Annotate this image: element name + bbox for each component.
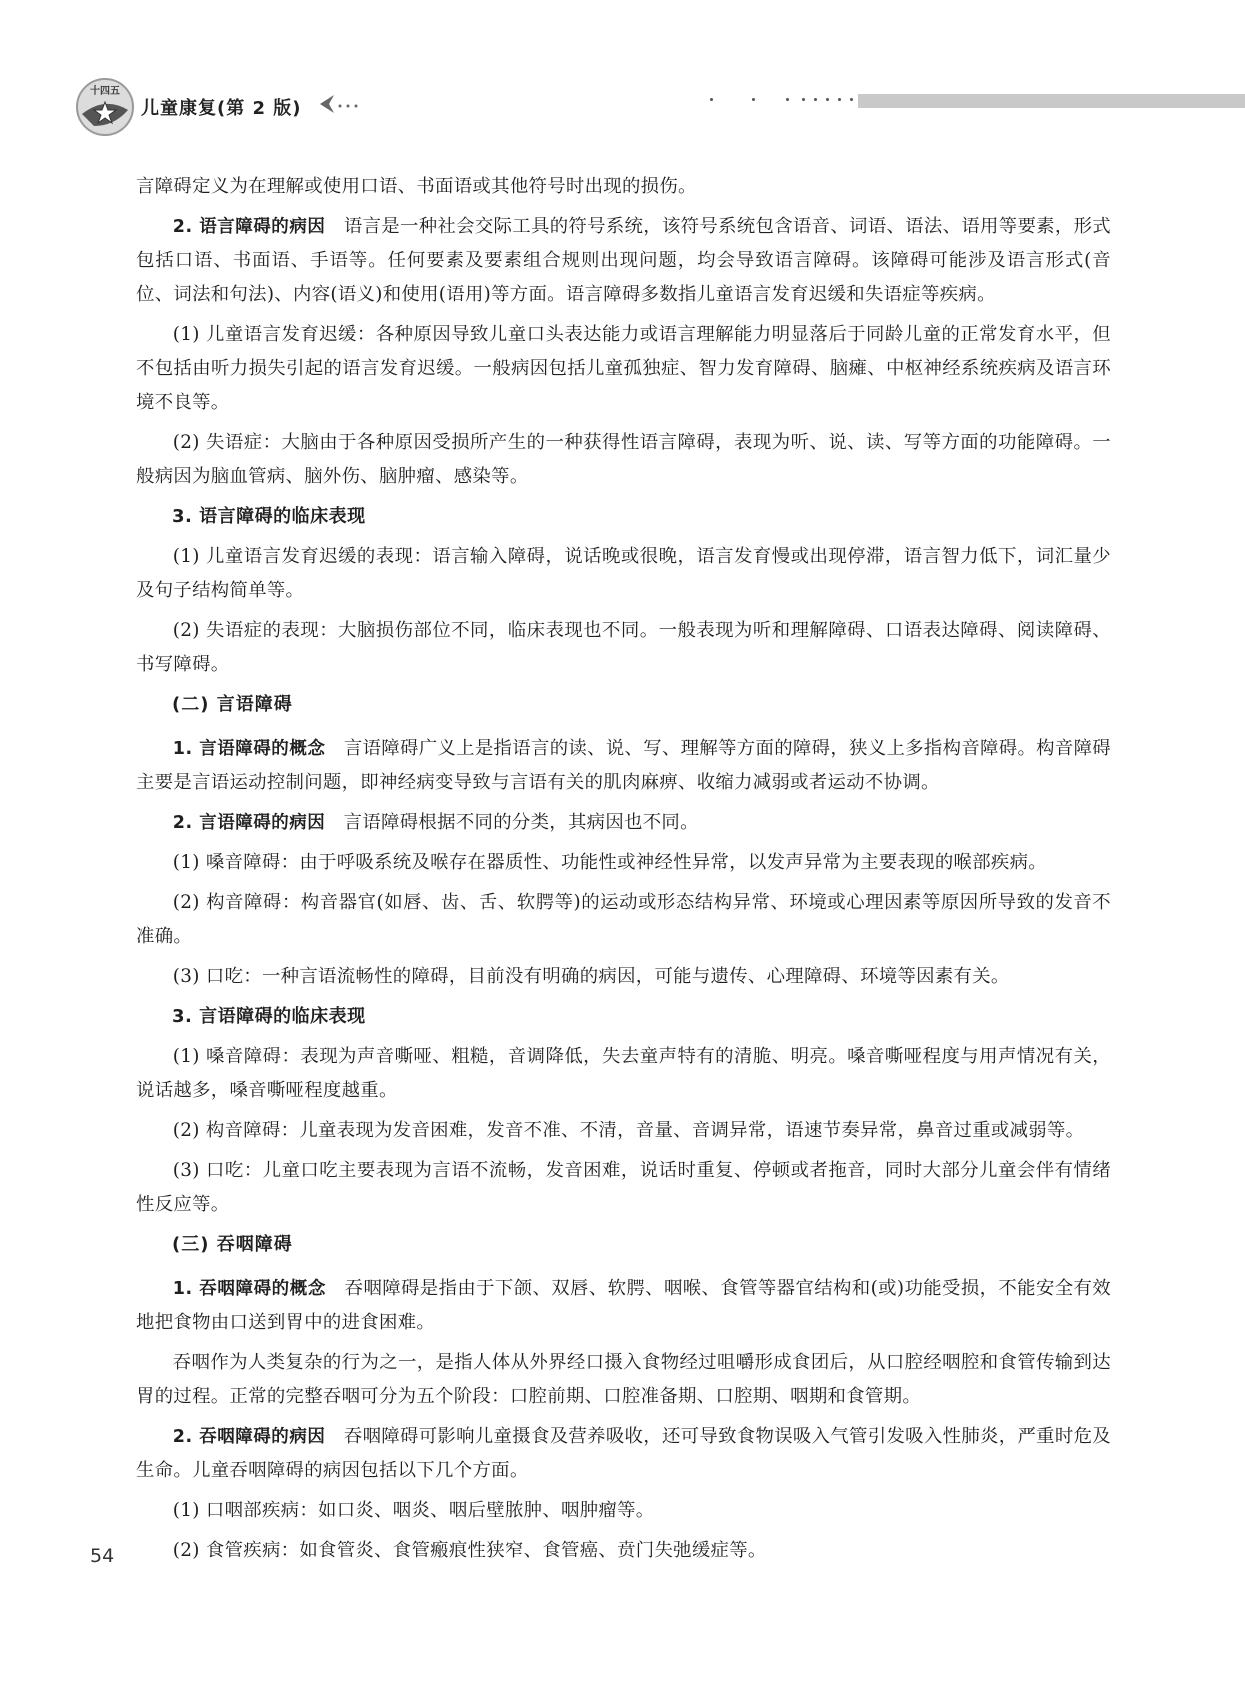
subsection-heading: 3. 言语障碍的临床表现 <box>172 1006 366 1027</box>
page-number: 54 <box>90 1545 115 1567</box>
paragraph: 吞咽作为人类复杂的行为之一，是指人体从外界经口摄入食物经过咀嚼形成食团后，从口腔经咽腔和食管传输到达胃的过程。正常的完整吞咽可分为五个阶段：口腔前期、口腔准备期、口腔期、咽期和食管期。 <box>136 1352 1111 1407</box>
section-heading: (二) 言语障碍 <box>172 694 293 715</box>
chevron-left-icon <box>318 92 358 116</box>
paragraph: (2) 失语症的表现：大脑损伤部位不同，临床表现也不同。一般表现为听和理解障碍、口语表达障碍、阅读障碍、书写障碍。 <box>136 620 1111 675</box>
paragraph: 言障碍定义为在理解或使用口语、书面语或其他符号时出现的损伤。 <box>136 176 697 197</box>
logo-text: 十四五 <box>90 86 120 97</box>
subsection-heading: 2. 吞咽障碍的病因 <box>172 1427 326 1447</box>
paragraph: (1) 口咽部疾病：如口炎、咽炎、咽后壁脓肿、咽肿瘤等。 <box>172 1500 655 1521</box>
subsection-heading: 2. 语言障碍的病因 <box>172 217 326 237</box>
paragraph: (2) 构音障碍：儿童表现为发音困难，发音不准、不清，音量、音调异常，语速节奏异常，鼻音过重或减弱等。 <box>172 1120 1085 1141</box>
paragraph: 2. 语言障碍的病因 语言是一种社会交际工具的符号系统，该符号系统包含语音、词语、语法、语用等要素，形式包括口语、书面语、手语等。任何要素及要素组合规则出现问题，均会导致语言障碍。该障碍可能涉及语言形式(音位、词法和句法)、内容(语义)和使用(语用)等方面。语言障碍多数指儿童语言发育迟缓和失语症等疾病。 <box>136 216 1111 305</box>
header-bar <box>858 94 1245 108</box>
subsection-heading: 1. 言语障碍的概念 <box>172 739 326 759</box>
paragraph: (3) 口吃：一种言语流畅性的障碍，目前没有明确的病因，可能与遗传、心理障碍、环境等因素有关。 <box>172 966 1010 987</box>
paragraph: 1. 吞咽障碍的概念 吞咽障碍是指由于下颌、双唇、软腭、咽喉、食管等器官结构和(或)功能受损，不能安全有效地把食物由口送到胃中的进食困难。 <box>136 1278 1111 1333</box>
paragraph: (1) 儿童语言发育迟缓的表现：语言输入障碍，说话晚或很晚，语言发育慢或出现停滞，语言智力低下，词汇量少及句子结构简单等。 <box>136 546 1111 601</box>
page-header <box>0 0 1245 150</box>
subsection-heading: 1. 吞咽障碍的概念 <box>172 1279 326 1299</box>
paragraph: (2) 失语症：大脑由于各种原因受损所产生的一种获得性语言障碍，表现为听、说、读、写等方面的功能障碍。一般病因为脑血管病、脑外伤、脑肿瘤、感染等。 <box>136 432 1111 487</box>
paragraph: 2. 言语障碍的病因 言语障碍根据不同的分类，其病因也不同。 <box>172 812 699 833</box>
paragraph: (1) 嗓音障碍：由于呼吸系统及喉存在器质性、功能性或神经性异常，以发声异常为主要表现的喉部疾病。 <box>172 852 1047 873</box>
series-logo <box>74 76 136 138</box>
book-title: 儿童康复(第 2 版) <box>141 98 302 119</box>
paragraph: (3) 口吃：儿童口吃主要表现为言语不流畅，发音困难，说话时重复、停顿或者拖音，同时大部分儿童会伴有情绪性反应等。 <box>136 1160 1111 1215</box>
page-body <box>136 170 1111 1574</box>
paragraph: (1) 嗓音障碍：表现为声音嘶哑、粗糙，音调降低，失去童声特有的清脆、明亮。嗓音嘶哑程度与用声情况有关，说话越多，嗓音嘶哑程度越重。 <box>136 1046 1111 1101</box>
paragraph: (2) 食管疾病：如食管炎、食管瘢痕性狭窄、食管癌、贲门失弛缓症等。 <box>172 1540 767 1561</box>
paragraph: (2) 构音障碍：构音器官(如唇、齿、舌、软腭等)的运动或形态结构异常、环境或心理因素等原因所导致的发音不准确。 <box>136 892 1111 947</box>
subsection-heading: 3. 语言障碍的临床表现 <box>172 506 366 527</box>
section-heading: (三) 吞咽障碍 <box>172 1234 293 1255</box>
subsection-heading: 2. 言语障碍的病因 <box>172 813 326 833</box>
paragraph: (1) 儿童语言发育迟缓：各种原因导致儿童口头表达能力或语言理解能力明显落后于同龄儿童的正常发育水平，但不包括由听力损失引起的语言发育迟缓。一般病因包括儿童孤独症、智力发育障碍、脑瘫、中枢神经系统疾病及语言环境不良等。 <box>136 324 1111 413</box>
paragraph: 2. 吞咽障碍的病因 吞咽障碍可影响儿童摄食及营养吸收，还可导致食物误吸入气管引发吸入性肺炎，严重时危及生命。儿童吞咽障碍的病因包括以下几个方面。 <box>136 1426 1111 1481</box>
paragraph: 1. 言语障碍的概念 言语障碍广义上是指语言的读、说、写、理解等方面的障碍，狭义上多指构音障碍。构音障碍主要是言语运动控制问题，即神经病变导致与言语有关的肌肉麻痹、收缩力减弱或者运动不协调。 <box>136 738 1111 793</box>
